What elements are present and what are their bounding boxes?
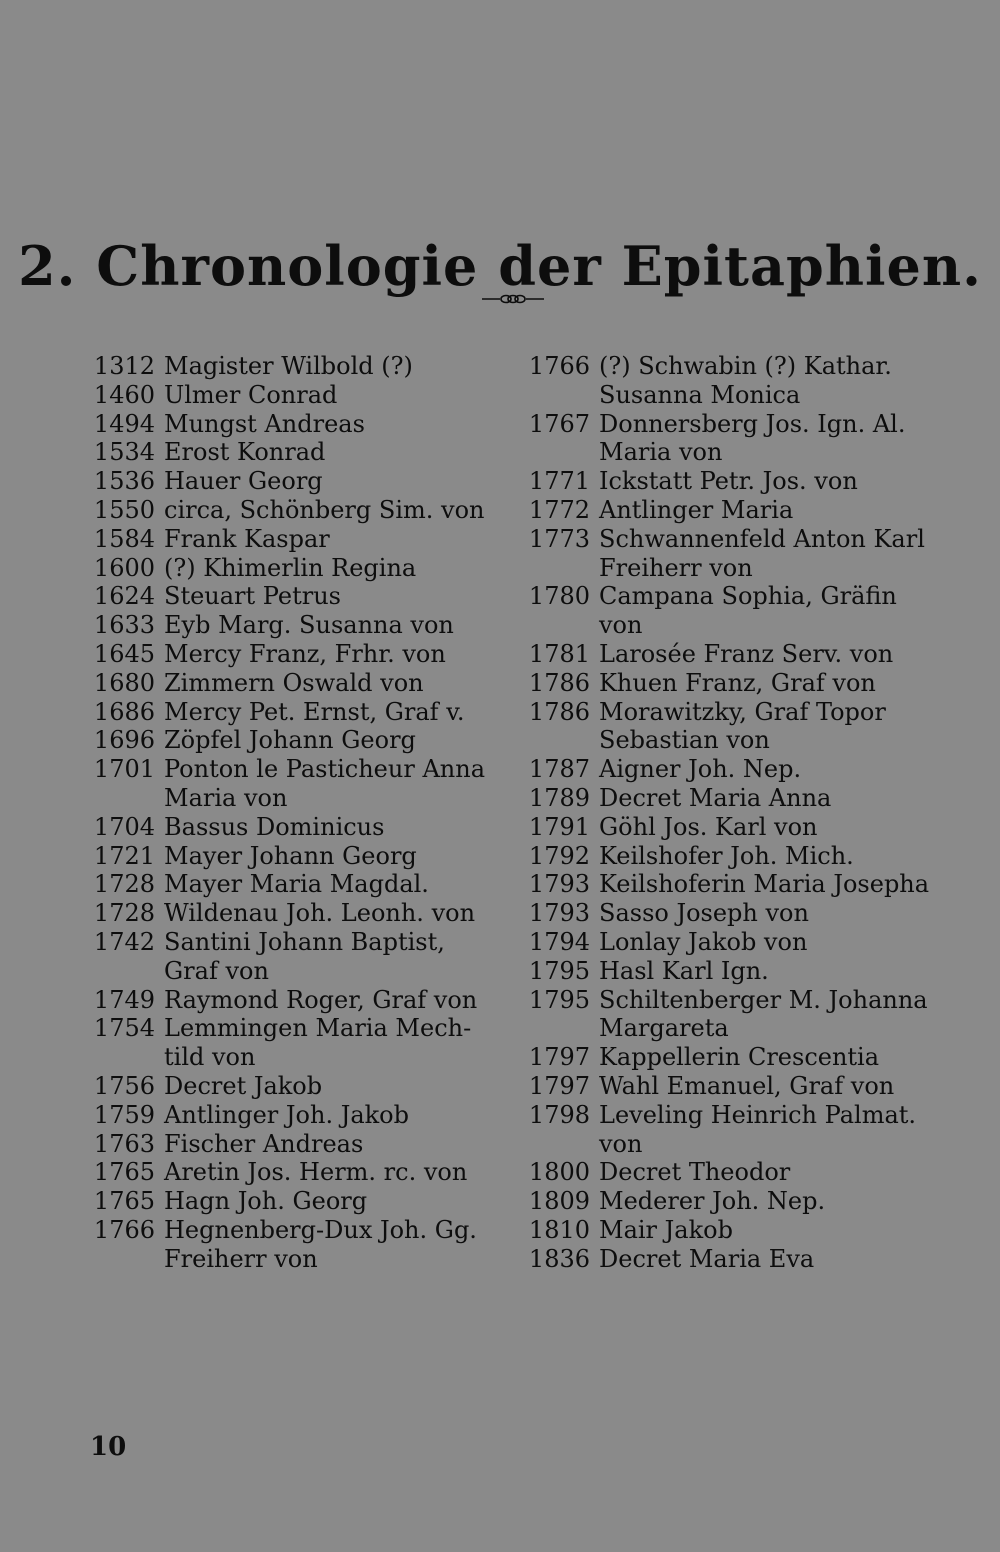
- list-item: [80, 1216, 510, 1245]
- entry-year: 1791: [528, 812, 590, 841]
- entry-year: 1550: [93, 495, 155, 524]
- list-item: [80, 611, 510, 640]
- list-item: [80, 438, 510, 467]
- page-title: 2. Chronologie der Epitaphien.: [18, 234, 982, 299]
- entry-name: Mayer Maria Magdal.: [164, 870, 429, 899]
- entry-year: 1766: [528, 352, 590, 380]
- list-item: [515, 1072, 955, 1101]
- list-item: [80, 525, 510, 554]
- entry-name: Ulmer Conrad: [164, 380, 338, 409]
- list-item: [80, 698, 510, 727]
- entry-name: Mungst Andreas: [164, 409, 365, 438]
- entry-name: Lonlay Jakob von: [599, 927, 808, 956]
- list-item: [515, 1187, 955, 1216]
- entry-name: Lemmingen Maria Mech-: [164, 1014, 472, 1043]
- list-item: [515, 928, 955, 957]
- entry-name: Campana Sophia, Gräfin: [599, 582, 897, 611]
- list-item: [80, 496, 510, 525]
- entry-year: 1780: [528, 582, 590, 611]
- entry-name: Wahl Emanuel, Graf von: [599, 1071, 895, 1100]
- entry-name: Zöpfel Johann Georg: [164, 726, 416, 755]
- entry-year: 1772: [528, 495, 590, 524]
- entry-name: Kappellerin Crescentia: [599, 1043, 880, 1072]
- entry-name-continuation: Maria von: [164, 783, 288, 812]
- entry-name: Wildenau Joh. Leonh. von: [164, 899, 476, 928]
- entry-name: Steuart Petrus: [164, 582, 341, 611]
- entry-year: 1312: [93, 352, 155, 380]
- entry-year: 1786: [528, 697, 590, 726]
- entry-name: Decret Theodor: [599, 1158, 791, 1187]
- entry-name: Mayer Johann Georg: [164, 841, 417, 870]
- entry-name: Hegnenberg-Dux Joh. Gg.: [164, 1215, 477, 1244]
- ornament-divider: [482, 292, 544, 306]
- list-item: [80, 1072, 510, 1101]
- entry-name: Bassus Dominicus: [164, 812, 385, 841]
- entry-name: Erost Konrad: [164, 438, 326, 467]
- list-item: [80, 986, 510, 1015]
- entry-year: 1749: [93, 985, 155, 1014]
- list-item: [515, 669, 955, 698]
- entry-name-continuation: Susanna Monica: [599, 380, 801, 409]
- entry-name: Ickstatt Petr. Jos. von: [599, 467, 858, 496]
- entry-year: 1781: [528, 639, 590, 668]
- list-item: [515, 1043, 955, 1072]
- entry-name: Raymond Roger, Graf von: [164, 985, 478, 1014]
- entry-name: Keilshofer Joh. Mich.: [599, 841, 854, 870]
- entry-name: Magister Wilbold (?): [164, 352, 413, 380]
- list-item: [515, 582, 955, 611]
- list-item: [515, 352, 955, 381]
- entry-year: 1536: [93, 467, 155, 496]
- entry-name: Antlinger Maria: [599, 495, 794, 524]
- list-item: [515, 467, 955, 496]
- page-number: 10: [90, 1432, 127, 1462]
- entry-year: 1810: [528, 1215, 590, 1244]
- entry-name: Hauer Georg: [164, 467, 323, 496]
- list-item: [515, 870, 955, 899]
- entry-name: Larosée Franz Serv. von: [599, 639, 894, 668]
- list-item: [80, 1130, 510, 1159]
- entry-year: 1798: [528, 1100, 590, 1129]
- entry-name: Antlinger Joh. Jakob: [164, 1100, 409, 1129]
- list-item: [80, 1014, 510, 1043]
- entry-name: Leveling Heinrich Palmat.: [599, 1100, 917, 1129]
- entry-name: Mercy Pet. Ernst, Graf v.: [164, 697, 465, 726]
- list-item: [80, 669, 510, 698]
- list-item: [515, 842, 955, 871]
- right-column: [515, 352, 955, 1274]
- entry-year: 1754: [93, 1014, 155, 1043]
- entry-name: Aigner Joh. Nep.: [599, 755, 802, 784]
- entry-name: circa, Schönberg Sim. von: [164, 495, 485, 524]
- list-item: [80, 381, 510, 410]
- entry-year: 1792: [528, 841, 590, 870]
- entry-year: 1759: [93, 1100, 155, 1129]
- entry-year: 1793: [528, 899, 590, 928]
- entry-year: 1584: [93, 524, 155, 553]
- entry-year: 1721: [93, 841, 155, 870]
- entry-name: (?) Khimerlin Regina: [164, 553, 417, 582]
- entry-year: 1795: [528, 956, 590, 985]
- list-item: [80, 899, 510, 928]
- entry-year: 1756: [93, 1071, 155, 1100]
- entry-year: 1797: [528, 1043, 590, 1072]
- entry-name: Ponton le Pasticheur Anna: [164, 755, 485, 784]
- entry-year: 1763: [93, 1129, 155, 1158]
- entry-name: Hagn Joh. Georg: [164, 1187, 368, 1216]
- entry-name: Schiltenberger M. Johanna: [599, 985, 928, 1014]
- entry-year: 1793: [528, 870, 590, 899]
- entry-name-continuation: Graf von: [164, 956, 269, 985]
- list-item: [515, 640, 955, 669]
- entry-year: 1800: [528, 1158, 590, 1187]
- list-item: [515, 813, 955, 842]
- entry-name: Donnersberg Jos. Ign. Al.: [599, 409, 906, 438]
- entry-name: Decret Jakob: [164, 1071, 323, 1100]
- list-item: [515, 986, 955, 1015]
- list-item: [80, 755, 510, 784]
- entry-year: 1765: [93, 1187, 155, 1216]
- entry-name: Santini Johann Baptist,: [164, 927, 445, 956]
- entry-name: Frank Kaspar: [164, 524, 330, 553]
- list-item: [80, 1187, 510, 1216]
- entry-year: 1645: [93, 639, 155, 668]
- entry-name-continuation: Maria von: [599, 438, 723, 467]
- list-item: [515, 525, 955, 554]
- list-item: [515, 496, 955, 525]
- list-item: [80, 928, 510, 957]
- entry-name: Fischer Andreas: [164, 1129, 364, 1158]
- entry-year: 1624: [93, 582, 155, 611]
- entry-year: 1728: [93, 870, 155, 899]
- list-item: [515, 410, 955, 439]
- entry-name: Decret Maria Anna: [599, 783, 832, 812]
- entry-name-continuation: Freiherr von: [599, 553, 753, 582]
- entry-name: Decret Maria Eva: [599, 1244, 815, 1273]
- entry-year: 1701: [93, 755, 155, 784]
- entry-year: 1797: [528, 1071, 590, 1100]
- entry-year: 1460: [93, 380, 155, 409]
- list-item: [80, 1158, 510, 1187]
- entry-name-continuation: Margareta: [599, 1014, 729, 1043]
- entry-year: 1773: [528, 524, 590, 553]
- list-item: [80, 813, 510, 842]
- left-column: [80, 352, 510, 1274]
- list-item: [80, 726, 510, 755]
- entry-name: Aretin Jos. Herm. rc. von: [164, 1158, 468, 1187]
- entry-year: 1809: [528, 1187, 590, 1216]
- entry-year: 1794: [528, 927, 590, 956]
- entry-name: Mair Jakob: [599, 1215, 733, 1244]
- entry-year: 1786: [528, 668, 590, 697]
- list-item: [80, 640, 510, 669]
- entry-name: Zimmern Oswald von: [164, 668, 424, 697]
- entry-year: 1728: [93, 899, 155, 928]
- entry-name: Khuen Franz, Graf von: [599, 668, 876, 697]
- entry-name: Mederer Joh. Nep.: [599, 1187, 826, 1216]
- entry-year: 1795: [528, 985, 590, 1014]
- entry-name-continuation: Sebastian von: [599, 726, 770, 755]
- entry-name-continuation: tild von: [164, 1043, 256, 1072]
- entry-year: 1836: [528, 1244, 590, 1273]
- list-item: [80, 842, 510, 871]
- list-item: [80, 870, 510, 899]
- entry-year: 1633: [93, 611, 155, 640]
- entry-year: 1787: [528, 755, 590, 784]
- entry-name: Hasl Karl Ign.: [599, 956, 769, 985]
- list-item: [80, 554, 510, 583]
- entry-year: 1771: [528, 467, 590, 496]
- entry-name: Sasso Joseph von: [599, 899, 809, 928]
- entry-name-continuation: von: [599, 611, 643, 640]
- entry-name: (?) Schwabin (?) Kathar.: [599, 352, 892, 380]
- list-item: [80, 410, 510, 439]
- entry-name-continuation: von: [599, 1129, 643, 1158]
- list-item: [515, 784, 955, 813]
- list-item: [515, 957, 955, 986]
- list-item: [80, 352, 510, 381]
- entry-year: 1767: [528, 409, 590, 438]
- entry-name: Eyb Marg. Susanna von: [164, 611, 454, 640]
- entry-name-continuation: Freiherr von: [164, 1244, 318, 1273]
- list-item: [515, 1216, 955, 1245]
- entry-name: Morawitzky, Graf Topor: [599, 697, 886, 726]
- entry-year: 1766: [93, 1215, 155, 1244]
- entry-name: Keilshoferin Maria Josepha: [599, 870, 930, 899]
- list-item: [515, 1158, 955, 1187]
- entry-year: 1600: [93, 553, 155, 582]
- entry-year: 1680: [93, 668, 155, 697]
- list-item: [80, 467, 510, 496]
- entry-year: 1789: [528, 783, 590, 812]
- entry-name: Göhl Jos. Karl von: [599, 812, 818, 841]
- entry-name: Mercy Franz, Frhr. von: [164, 639, 446, 668]
- entry-name: Schwannenfeld Anton Karl: [599, 524, 925, 553]
- entry-year: 1742: [93, 927, 155, 956]
- entry-year: 1696: [93, 726, 155, 755]
- list-item: [515, 899, 955, 928]
- entry-year: 1494: [93, 409, 155, 438]
- list-item: [80, 1101, 510, 1130]
- list-item: [515, 1101, 955, 1130]
- list-item: [80, 582, 510, 611]
- entry-year: 1534: [93, 438, 155, 467]
- list-item: [515, 755, 955, 784]
- list-item: [515, 698, 955, 727]
- entry-year: 1686: [93, 697, 155, 726]
- entry-year: 1704: [93, 812, 155, 841]
- entry-year: 1765: [93, 1158, 155, 1187]
- list-item: [515, 1245, 955, 1274]
